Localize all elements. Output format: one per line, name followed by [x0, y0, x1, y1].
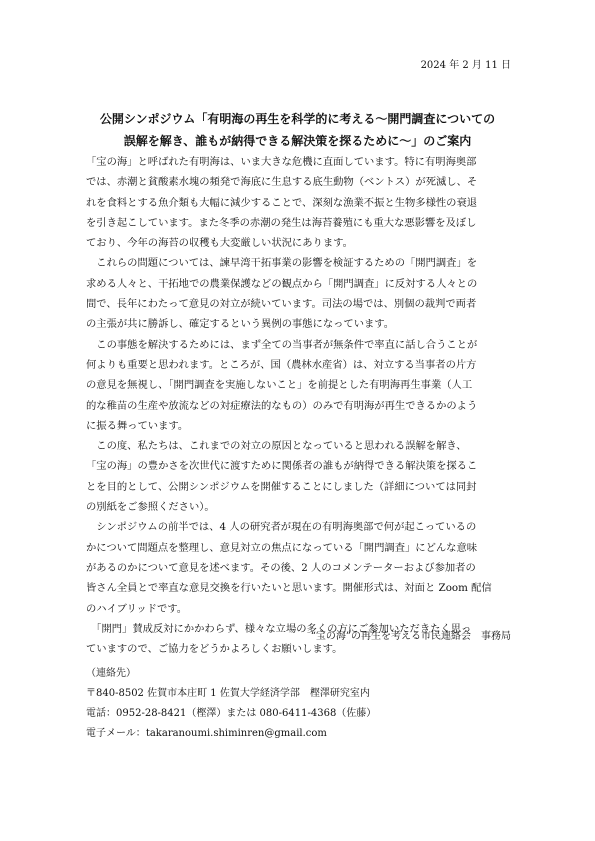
body-line: 「開門」賛成反対にかかわらず、様々な立場の多くの方にご参加いただきたく思っ — [86, 622, 472, 635]
body-line: この度、私たちは、これまでの対立の原因となっていると思われる誤解を解き、 — [86, 440, 467, 453]
body-line: ており、今年の海苔の収穫も大変厳しい状況にあります。 — [86, 237, 353, 250]
body-line: かについて問題点を整理し、意見対立の焦点になっている「開門調査」にどんな意味 — [86, 541, 478, 554]
signature: “宝の海”の再生を考える市民連絡会 事務局 — [310, 631, 511, 642]
body-line: では、赤潮と貧酸素水塊の頻発で海底に生息する底生動物（ベントス）が死滅し、そ — [86, 176, 478, 189]
body-line: 的な稚苗の生産や放流などの対症療法的なもの）のみで有明海が再生できるかのよう — [86, 399, 478, 412]
contact-email-label: 電子メール： — [86, 728, 146, 739]
contact-email-link[interactable]: takaranoumi.shiminren@gmail.com — [145, 728, 327, 739]
body-line: とを目的として、公開シンポジウムを開催することにしました（詳細については同封 — [86, 480, 477, 493]
body-line: この事態を解決するためには、まず全ての当事者が無条件で率直に話し合うことが — [86, 338, 478, 351]
body-line: れを食料とする魚介類も大幅に減少することで、深刻な漁業不振と生物多様性の衰退 — [86, 196, 478, 209]
body-line: 求める人々と、干拓地での農業保護などの観点から「開門調査」に反対する人々との — [86, 277, 478, 290]
document-date: 2024 年 2 月 11 日 — [420, 60, 511, 71]
body-text — [86, 152, 518, 659]
body-line: 「宝の海」と呼ばれた有明海は、いま大きな危機に直面しています。特に有明海奥部 — [86, 156, 477, 168]
body-line: の別紙をご参照ください）。 — [86, 501, 215, 514]
title-line-1: 公開シンポジウム「有明海の再生を科学的に考える～開門調査についての — [99, 112, 496, 126]
body-line: があるのかについて意見を述べます。その後、2 人のコメンテーターおよび参加者の — [86, 561, 476, 574]
body-line: 何よりも重要と思われます。ところが、国（農林水産省）は、対立する当事者の片方 — [86, 358, 477, 371]
contact-email-row — [86, 724, 376, 744]
body-line: の意見を無視し、「開門調査を実施しないこと」を前提とした有明海再生事業（人工 — [86, 379, 473, 392]
body-line: シンポジウムの前半では、4 人の研究者が現在の有明海奥部で何が起こっているの — [86, 521, 477, 534]
contact-block — [86, 664, 376, 744]
body-line: ていますので、ご協力をどうかよろしくお願いします。 — [86, 643, 343, 656]
contact-phone: 電話：0952-28-8421（樫澤）または 080-6411-4368（佐藤） — [86, 708, 377, 719]
body-line: 皆さん全員とで率直な意見交換を行いたいと思います。開催形式は、対面と Zoom 配信 — [86, 582, 492, 595]
title-line-2: 誤解を解き、誰もが納得できる解決策を探るために～」のご案内 — [123, 134, 472, 148]
contact-address: 〒840-8502 佐賀市本庄町 1 佐賀大学経済学部 樫澤研究室内 — [86, 688, 370, 699]
body-line: のハイブリッドです。 — [86, 602, 188, 615]
document-title — [0, 108, 595, 152]
body-line: 間で、長年にわたって意見の対立が続いています。司法の場では、別個の裁判で両者 — [86, 298, 477, 311]
body-line: に振る舞っています。 — [86, 419, 189, 432]
body-line: これらの問題については、諫早湾干拓事業の影響を検証するための「開門調査」を — [86, 257, 478, 270]
body-line: 「宝の海」の豊かさを次世代に渡すために関係者の誰もが納得できる解決策を探るこ — [86, 460, 478, 473]
contact-heading: （連絡先） — [86, 668, 136, 679]
body-line: の主張が共に勝訴し、確定するという異例の事態になっています。 — [86, 318, 395, 331]
body-line: を引き起こしています。また冬季の赤潮の発生は海苔養殖にも重大な悪影響を及ぼし — [86, 216, 477, 229]
